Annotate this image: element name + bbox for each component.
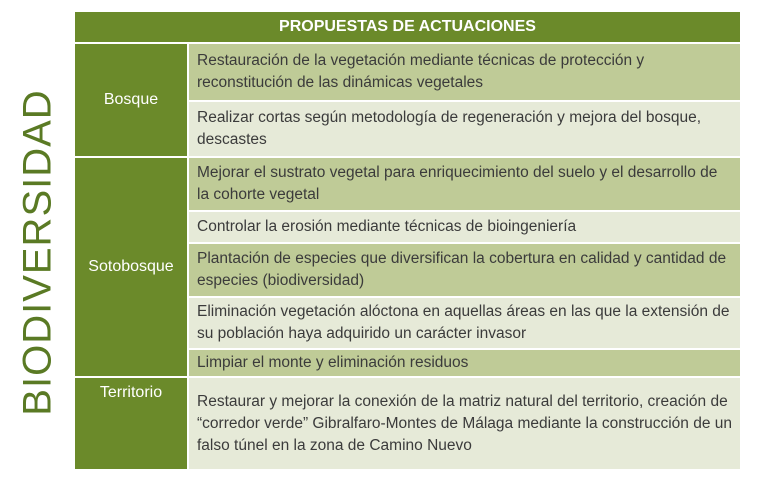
action-row xyxy=(189,378,740,469)
action-row xyxy=(189,298,740,348)
category-territorio xyxy=(75,378,187,469)
category-bosque xyxy=(75,44,187,156)
category-label: Territorio xyxy=(99,384,163,401)
action-text: Controlar la erosión mediante técnicas de bioingeniería xyxy=(197,218,577,235)
actions-table xyxy=(75,12,740,469)
action-row xyxy=(189,158,740,210)
action-text: Eliminación vegetación alóctona en aquellas áreas en las que la extensión de su población haya adquirido un carácter invasor xyxy=(197,303,730,342)
category-label: Bosque xyxy=(103,91,159,108)
action-row xyxy=(189,212,740,242)
action-text: Limpiar el monte y eliminación residuos xyxy=(197,354,469,371)
category-sotobosque xyxy=(75,158,187,376)
action-text: Restaurar y mejorar la conexión de la matriz natural del territorio, creación de “corredor verde” Gibralfaro-Montes de Málaga mediante la construcción de un falso túnel en la zona de Camino Nuevo xyxy=(197,392,733,454)
action-row xyxy=(189,44,740,100)
action-text: Plantación de especies que diversifican la cobertura en calidad y cantidad de especies (biodiversidad) xyxy=(197,250,727,289)
action-row xyxy=(189,102,740,156)
action-row xyxy=(189,350,740,376)
table-header: PROPUESTAS DE ACTUACIONES xyxy=(75,12,740,42)
category-label: Sotobosque xyxy=(88,258,174,275)
side-title xyxy=(8,12,68,492)
action-text: Realizar cortas según metodología de regeneración y mejora del bosque, descastes xyxy=(197,109,702,148)
action-text: Mejorar el sustrato vegetal para enriquecimiento del suelo y el desarrollo de la cohorte vegetal xyxy=(197,164,718,203)
side-title-text: BIODIVERSIDAD xyxy=(15,88,60,416)
action-row xyxy=(189,244,740,296)
action-text: Restauración de la vegetación mediante técnicas de protección y reconstitución de las dinámicas vegetales xyxy=(197,52,645,91)
